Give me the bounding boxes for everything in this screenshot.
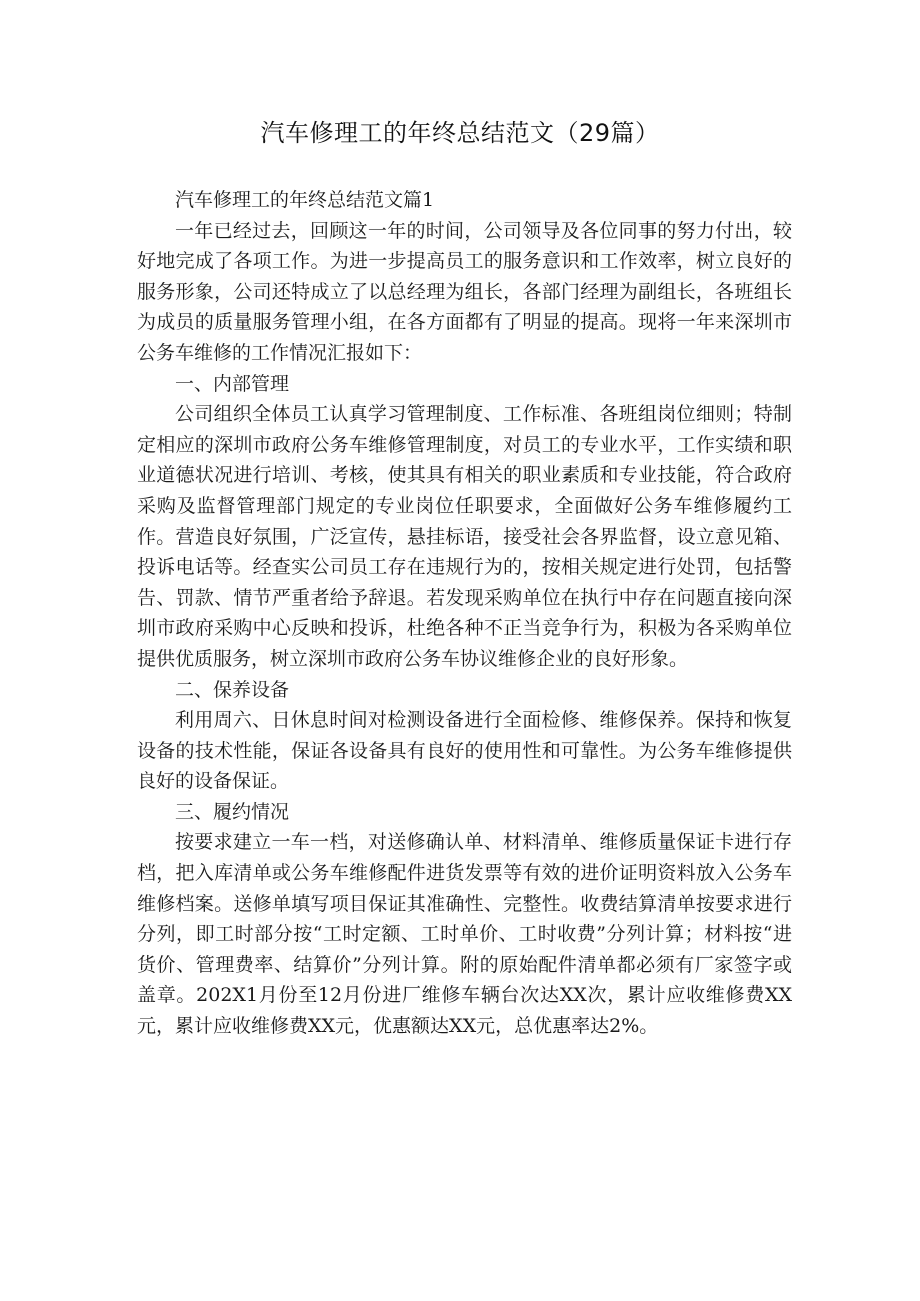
section-heading: 一、内部管理 xyxy=(175,372,290,395)
body-paragraph: 公司组织全体员工认真学习管理制度、工作标准、各班组岗位细则；特制定相应的深圳市政府公务车维修管理制度，对员工的专业水平，工作实绩和职业道德状况进行培训、考核，使其具有相关的职业素质和专业技能，符合政府采购及监督管理部门规定的专业岗位任职要求，全面做好公务车维修履约工作。营造良好氛围，广泛宣传，悬挂标语，接受社会各界监督，设立意见箱、投诉电话等。经查实公司员工存在违规行为的，按相关规定进行处罚，包括警告、罚款、情节严重者给予辞退。若发现采购单位在执行中存在问题直接向深圳市政府采购中心反映和投诉，杜绝各种不正当竞争行为，积极为各采购单位提供优质服务，树立深圳市政府公务车协议维修企业的良好形象。 xyxy=(137,403,792,670)
section-heading: 二、保养设备 xyxy=(175,678,290,701)
body-paragraph: 按要求建立一车一档，对送修确认单、材料清单、维修质量保证卡进行存档，把入库清单或公务车维修配件进货发票等有效的进价证明资料放入公务车维修档案。送修单填写项目保证其准确性、完整性。收费结算清单按要求进行分列，即工时部分按“工时定额、工时单价、工时收费”分列计算；材料按“进货价、管理费率、结算价”分列计算。附的原始配件清单都必须有厂家签字或盖章。202X1月份至12月份进厂维修车辆台次达XX次，累计应收维修费XX元，累计应收维修费XX元，优惠额达XX元，总优惠率达2%。 xyxy=(137,831,792,1038)
body-paragraph: 利用周六、日休息时间对检测设备进行全面检修、维修保养。保持和恢复设备的技术性能，保证各设备具有良好的使用性和可靠性。为公务车维修提供良好的设备保证。 xyxy=(137,709,792,793)
body-paragraph: 一年已经过去，回顾这一年的时间，公司领导及各位同事的努力付出，较好地完成了各项工作。为进一步提高员工的服务意识和工作效率，树立良好的服务形象，公司还特成立了以总经理为组长，各部门经理为副组长，各班组长为成员的质量服务管理小组，在各方面都有了明显的提高。现将一年来深圳市公务车维修的工作情况汇报如下： xyxy=(137,219,792,364)
document-title: 汽车修理工的年终总结范文（29篇） xyxy=(260,119,660,147)
section-heading: 三、履约情况 xyxy=(175,800,290,823)
section-heading: 汽车修理工的年终总结范文篇1 xyxy=(175,189,435,211)
document-body xyxy=(137,185,792,1042)
